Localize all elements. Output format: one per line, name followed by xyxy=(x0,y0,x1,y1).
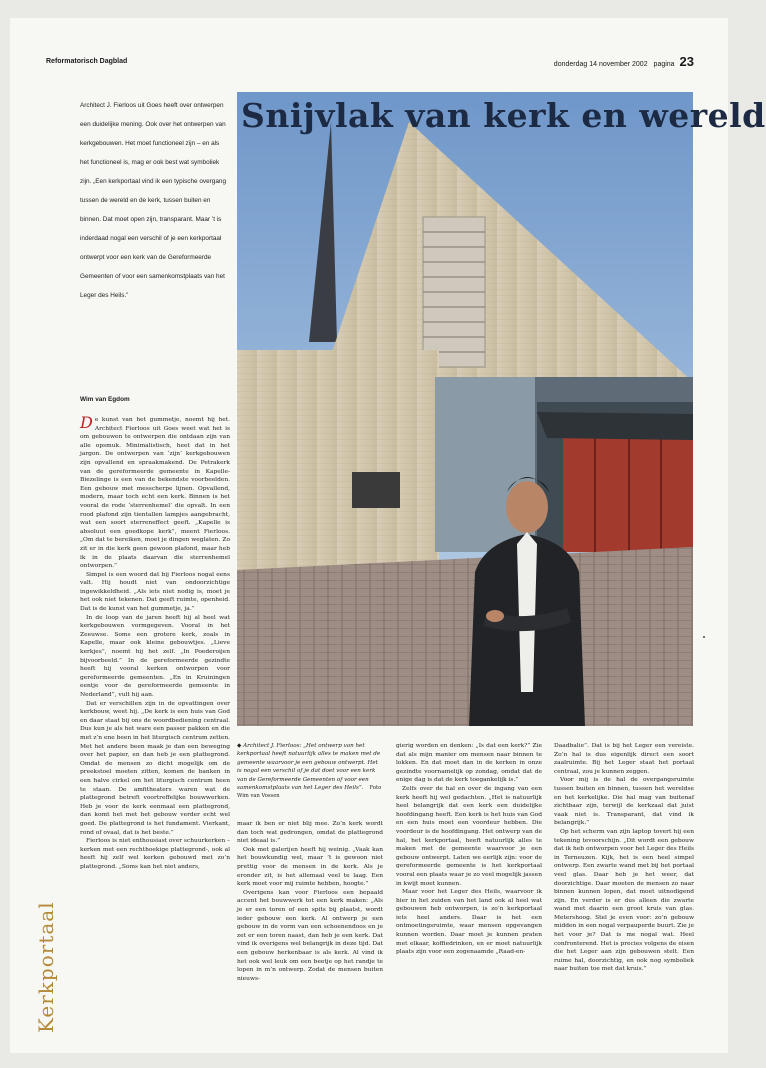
author-byline: Wim van Egdom xyxy=(80,396,130,403)
article-column-2: maar ik ben er niet blij mee. Zo’n kerk wordt dan toch wat gedrongen, omdat de plattegrond niet ideaal is.” Ook met galerijen heeft hij weinig. „Vaak kan het bouwkundig wel, maar ’t is gewoon niet prettig voor de mensen in de kerk. Als je eronder zit, is het allemaal veel te laag. Een kerk moet voor mij ruimte hebben, hoogte.” Overigens kan voor Fierloos een bepaald accent het bouwwerk tot een kerk maken: „Als je er een toren of een spits bij plaatst, wordt ieder gebouw een kerk. Al ontwerp je een gebouw in de vorm van een schoenendoos en je zet er een toren naast, dan heb je een kerk. Dat vind ik overigens wel belangrijk in deze tijd. Dat een gebouw herkenbaar is als kerk. Al vind ik het ook wel leuk om een beetje op het randje te lopen in m’n ontwerp. Zodat de mensen buiten nieuws- xyxy=(237,821,383,982)
section-rubric: Kerkportaal xyxy=(34,901,58,1033)
margin-dot xyxy=(703,636,705,638)
article-column-1: De kunst van het gummetje, noemt hij het. Architect Fierloos uit Goes weet wat het is om gebouwen te ontwerpen die ontdaan zijn van alle opsmuk. Minimalistisch, heet dat in het jargon. De ontwerpen van ‘zijn’ kerkgebouwen zijn opvallend en spraakmakend. De Petrakerk van de gereformeerde gemeente in Kapelle-Biezelinge is een van de bekendste voorbeelden. Een gebouw met messcherpe lijnen. Opvallend, modern, maar toch echt een kerk. Binnen is het vooral de rode ‘sterrenhemel’ die opvalt. In een rood plafond zijn tientallen lampjes aangebracht, wat een soort sterreneffect geeft. „Kapelle is absoluut een goedkope kerk”, meent Fierloos. „Om dat te bereiken, moet je dingen weglaten. Zo zit er in die kerk geen gewoon plafond, maar heb ik in de plaats daarvan die sterrenhemel ontworpen.” Simpel is een woord dat bij Fierloos nogal eens valt. Hij houdt niet van ondoorzichtige ingewikkeldheid. „Als iets niet nodig is, moet je het ook niet tekenen. Dat geeft ruimte, openheid. Dat is de kunst van het gummetje, ja.” In de loop van de jaren heeft hij al heel wat kerkgebouwen vormgegeven. Vooral in het Zeeuwse. Soms een grotere kerk, zoals in Kapelle, maar ook kleine gebouwtjes. „Lieve kerkjes”, noemt hij het zelf. „In Poederoijen bijvoorbeeld.” In de gereformeerde gezindte heeft hij vooral kerken ontworpen voor gereformeerde gemeenten. „En in Kruiningen eentje voor de gereformeerde gemeente in Nederland”, vult hij aan. Dat er verschillen zijn in de opvattingen over kerkbouw, weet hij. „De kerk is een huis van God en daar staat bij ons de woordbediening centraal. Dus kun je als het ware een passer pakken en die met z’n ene been in het liturgisch centrum zetten. Met het andere been maak je dan een beweging over het papier, en dan heb je een plattegrond. Omdat de mensen zo dicht mogelijk om de preekstoel moeten zitten, komen de banken in een halve cirkel om het liturgisch centrum heen te staan. De amfitheaters waren wat de plattegrond betreft voortreffelijke bouwwerken. Heb je voor de kerk eenmaal een plattegrond, dan komt het met het gebouw verder echt wel goed. De plattegrond is het fundament. Vierkant, rond of ovaal, dat is het beste.” Fierloos is niet enthousiast over schuurkerken –kerken met een rechthoekige plattegrond-, ook al heeft hij zelf wel kerken gebouwd met zo’n plattegrond. „Soms kan het niet anders, xyxy=(80,413,230,870)
issue-date: donderdag 14 november 2002 xyxy=(553,61,648,68)
page-label: pagina xyxy=(653,61,675,68)
intro-text: Architect J. Fierloos uit Goes heeft over ontwerpen een duidelijke mening. Ook over het ontwerpen van kerkgebouwen. Het moet functioneel zijn – en als het functioneel is, mag er ook best wat symboliek zijn. „Een kerkportaal vind ik een typische overgang tussen de wereld en de kerk, tussen buiten en binnen. Dat moet open zijn, transparant. Maar ’t is inderdaad nogal een verschil of je een kerkportaal ontwerpt voor een kerk van de Gereformeerde Gemeenten of voor een samenkomstplaats van het Leger des Heils.” xyxy=(80,102,226,299)
photo-caption: ◆ Architect J. Fierloos: „Het ontwerp van het kerkportaal heeft natuurlijk alles te maken met de gemeente waarvoor je een gebouw ontwerpt. Het is nogal een verschil of je dat doet voor een kerk van de Gereformeerde Gemeenten of voor een samenkomstplaats van het Leger des Heils”. Foto Wim van Vossen xyxy=(237,743,382,800)
page-header-right xyxy=(554,54,694,69)
headline: Snijvlak van kerk en wereld xyxy=(241,96,766,135)
article-column-3: gierig worden en denken: „Is dat een kerk?” Zie dat als mijn manier om mensen naar binnen te lokken. En dat moet dan in de kerken in onze gezindte voornamelijk op zondag, omdat dat de enige dag is dat de kerk toegankelijk is.” Zelfs over de hal en over de ingang van een kerk heeft hij wel gedachten. „Het is natuurlijk heel belangrijk dat een kerk een duidelijke hoofdingang heeft. Een kerk is het huis van God en een huis moet een voordeur hebben. Die voordeur is de hoofdingang. Het ontwerp van de hal, het kerkportaal, heeft natuurlijk alles te maken met de gemeente waarvoor je een gebouw ontwerpt. Laten we eerlijk zijn: voor de gereformeerde gemeente is het kerkportaal vooral een plaats waar je zo veel mogelijk jassen in kwijt moet kunnen. Maar voor het Leger des Heils, waarvoor ik hier in het zuiden van het land ook al heel wat gebouwen heb ontworpen, is zo’n kerkportaal iets heel anders. Daar is het een ontmoetingsruimte, waar mensen opgevangen kunnen worden. Daar moet je kunnen praten met elkaar, koffiedrinken, en er moet natuurlijk plaats zijn voor een zogenaamde „Raad-en- xyxy=(396,743,542,956)
article-photo xyxy=(237,92,766,726)
page-number: 23 xyxy=(679,54,694,69)
church-building-illustration xyxy=(237,92,693,726)
newspaper-name: Reformatorisch Dagblad xyxy=(46,58,128,65)
photo-credit: Foto Wim van Vossen xyxy=(237,785,382,800)
drop-cap: D xyxy=(80,413,93,432)
article-column-4: Daadbalie”. Dat is bij het Leger een vereiste. Zo’n hal is dus eigenlijk direct een soort zaalruimte. Bij het Leger staat het portaal centraal, zou je kunnen zeggen. Voor mij is de hal de overgangsruimte tussen buiten en binnen, tussen het wereldse en het kerkelijke. Die hal mag van buitenaf zichtbaar zijn, terwijl de kerkzaal dat juist vaak niet is. Transparant, dat vind ik belangrijk.” Op het scherm van zijn laptop tovert hij een tekening tevoorschijn. „Dit wordt een gebouw dat ik heb ontworpen voor het Leger des Heils in Terneuzen. Kijk, het is een heel simpel ontwerp. Een zwarte wand met bij het portaal veel glas. Daar heb je het weer, dat doorzichtige. Daar moeten de mensen zo naar binnen kunnen lopen, dat moet uitnodigend zijn. En verder is er dus alleen die zwarte wand met daarin een groot kruis van glas. Metershoog. Stel je even voor: zo’n gebouw midden in een nogal verpauperde buurt. Zie je het voor je? Dat is me nogal wat. Heel confronterend. Het is precies volgens de eisen die het Leger aan zijn gebouwen stelt. Een ruime hal, doorzichtig, en ook nog symboliek naar buiten toe met dat kruis.” xyxy=(554,743,694,973)
